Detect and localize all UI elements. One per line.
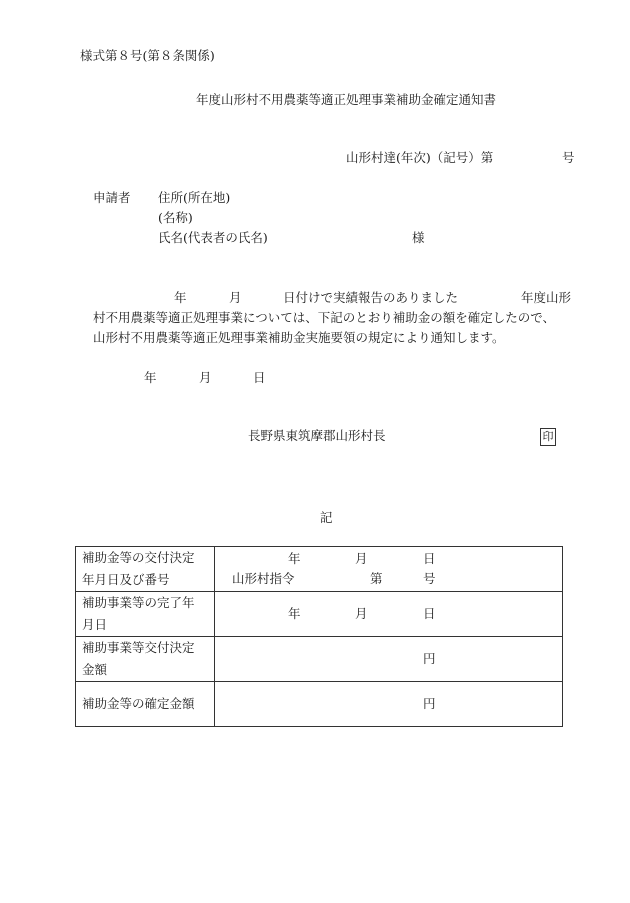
applicant-name-label: (名称) xyxy=(158,210,193,225)
document-title: 年度山形村不用農薬等適正処理事業補助金確定通知書 xyxy=(196,92,497,107)
honorific: 様 xyxy=(412,230,425,245)
doc-number-suffix: 号 xyxy=(562,150,575,165)
body-month: 月 xyxy=(229,290,242,305)
row-value xyxy=(215,592,563,637)
date-day: 日 xyxy=(253,370,266,385)
row-label-line: 補助事業等の完了年 xyxy=(82,595,195,610)
completion-month: 月 xyxy=(355,606,368,621)
body-tail: 年度山形 xyxy=(521,290,572,305)
body-text: 日付けで実績報告のありました xyxy=(283,290,459,305)
applicant-address-label: 住所(所在地) xyxy=(158,190,231,205)
table-row xyxy=(76,547,563,592)
row-label-line: 補助事業等交付決定 xyxy=(82,640,195,655)
row-label xyxy=(76,547,215,592)
row-label-line: 年月日及び番号 xyxy=(82,572,170,587)
applicant-rep-label: 氏名(代表者の氏名) xyxy=(158,230,268,245)
decision-day: 日 xyxy=(423,551,436,566)
completion-year: 年 xyxy=(288,606,301,621)
row-value xyxy=(215,637,563,682)
table-row xyxy=(76,637,563,682)
issuer: 長野県東筑摩郡山形村長 xyxy=(248,428,386,443)
ki-heading: 記 xyxy=(320,510,333,525)
decision-year: 年 xyxy=(288,551,301,566)
table-row xyxy=(76,682,563,727)
row-label-line: 月日 xyxy=(82,617,108,632)
row-value xyxy=(215,547,563,592)
form-label: 様式第８号(第８条関係) xyxy=(80,48,215,63)
order-label: 山形村指令 xyxy=(232,571,295,586)
row-label: 補助金等の確定金額 xyxy=(76,682,215,727)
seal-stamp: 印 xyxy=(540,428,556,446)
doc-number-prefix: 山形村達(年次)（記号）第 xyxy=(346,150,494,165)
completion-day: 日 xyxy=(423,606,436,621)
row-value xyxy=(215,682,563,727)
applicant-role: 申請者 xyxy=(93,190,131,205)
order-go: 号 xyxy=(423,571,436,586)
table-row xyxy=(76,592,563,637)
body-year: 年 xyxy=(174,290,187,305)
record-table xyxy=(75,546,563,727)
row-label xyxy=(76,637,215,682)
row-label-line: 金額 xyxy=(82,662,108,677)
body-line-3: 山形村不用農薬等適正処理事業補助金実施要領の規定により通知します。 xyxy=(93,330,505,345)
body-line-2: 村不用農薬等適正処理事業については、下記のとおり補助金の額を確定したので、 xyxy=(93,310,556,325)
date-month: 月 xyxy=(199,370,212,385)
row-label-line: 補助金等の交付決定 xyxy=(82,550,195,565)
decision-month: 月 xyxy=(355,551,368,566)
date-year: 年 xyxy=(144,370,157,385)
grant-amount-unit: 円 xyxy=(423,651,436,666)
order-dai: 第 xyxy=(370,571,383,586)
row-label xyxy=(76,592,215,637)
confirmed-amount-unit: 円 xyxy=(423,696,436,711)
